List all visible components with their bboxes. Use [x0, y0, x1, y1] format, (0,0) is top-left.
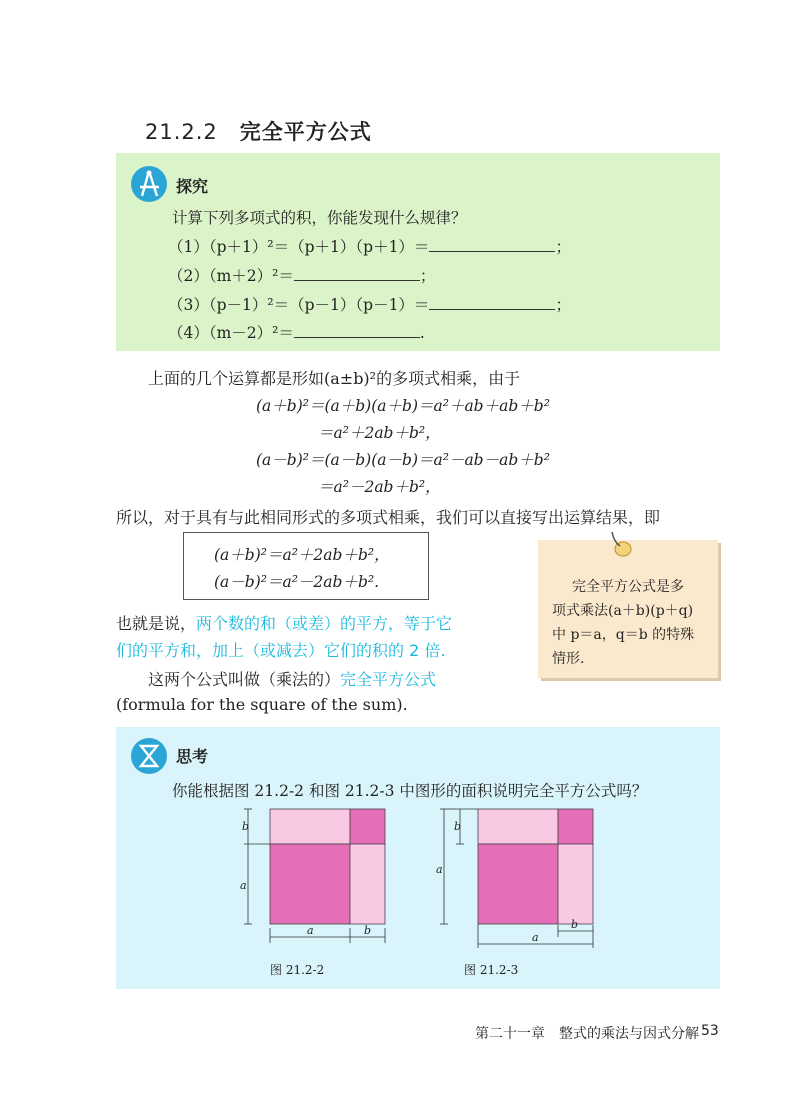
fig1-square-a: [270, 844, 350, 924]
conclusion-text: 所以，对于具有与此相同形式的多项式相乘，我们可以直接写出运算结果，即: [116, 508, 661, 527]
intro-text: 上面的几个运算都是形如(a±b)²的多项式相乘，由于: [148, 369, 521, 388]
explore-prompt: 计算下列多项式的积，你能发现什么规律？: [172, 209, 467, 227]
side-note: [538, 540, 718, 678]
fig1-rect-ab-right: [350, 844, 385, 924]
think-box: [116, 727, 720, 989]
fig1-caption: 图 21.2-2: [270, 963, 325, 977]
note-line-3: 中 p＝a，q＝b 的特殊: [552, 627, 695, 643]
fig1-label-a-vertical: a: [240, 879, 247, 892]
pushpin-icon: [606, 528, 636, 562]
derivation-line-4: ＝a²－2ab＋b²，: [318, 478, 441, 496]
think-label: 思考: [176, 747, 209, 766]
fig1-label-b-horizontal: b: [364, 924, 372, 937]
formula-box: [183, 532, 429, 600]
formula-diff: (a－b)²＝a²－2ab＋b².: [214, 573, 380, 591]
statement-line-1: 也就是说，两个数的和（或差）的平方，等于它: [116, 614, 453, 633]
explore-compass-icon: [130, 165, 168, 203]
figure-21-2-2: [234, 803, 394, 953]
note-line-4: 情形.: [552, 651, 585, 667]
fig2-label-b-vertical: b: [454, 820, 462, 833]
fig2-caption: 图 21.2-3: [464, 963, 519, 977]
fig2-square-b: [558, 809, 593, 844]
think-hourglass-icon: [130, 737, 168, 775]
explore-item-3: （3）（p－1）²＝（p－1）（p－1）＝ ；: [168, 296, 571, 314]
footer-chapter: 第二十一章 整式的乘法与因式分解: [475, 1026, 699, 1042]
fig2-label-b-horizontal: b: [571, 918, 579, 931]
derivation-line-2: ＝a²＋2ab＋b²，: [318, 424, 441, 442]
explore-item-1: （1）（p＋1）²＝（p＋1）（p＋1）＝ ；: [168, 238, 571, 256]
think-prompt: 你能根据图 21.2-2 和图 21.2-3 中图形的面积说明完全平方公式吗？: [172, 782, 648, 800]
explore-item-2: （2）（m＋2）²＝ ；: [168, 267, 436, 285]
section-title: 完全平方公式: [239, 120, 372, 144]
naming-english: (formula for the square of the sum).: [116, 695, 408, 714]
statement-highlight-2: 们的平方和，加上（或减去）它们的积的 2 倍.: [116, 641, 446, 660]
note-line-2: 项式乘法(a＋b)(p＋q): [552, 603, 694, 619]
derivation-line-1: (a＋b)²＝(a＋b)(a＋b)＝a²＋ab＋ab＋b²: [256, 397, 550, 415]
section-heading: [145, 116, 372, 146]
fig1-square-b: [350, 809, 385, 844]
fig2-label-a-vertical: a: [436, 863, 443, 876]
fig2-rect-top: [478, 809, 558, 844]
explore-label: 探究: [176, 177, 209, 196]
term-highlight: 完全平方公式: [340, 670, 437, 689]
fig2-label-a-horizontal: a: [532, 931, 539, 944]
derivation-line-3: (a－b)²＝(a－b)(a－b)＝a²－ab－ab＋b²: [256, 451, 550, 469]
fig1-label-a-horizontal: a: [307, 924, 314, 937]
section-number: 21.2.2: [145, 120, 218, 144]
naming-line: 这两个公式叫做（乘法的）完全平方公式: [148, 670, 437, 689]
explore-box: [116, 153, 720, 351]
figure-21-2-3: [434, 803, 604, 953]
explore-item-4: （4）（m－2）²＝ .: [168, 324, 425, 342]
page-number: 53: [701, 1023, 719, 1039]
note-line-1: 完全平方公式是多: [572, 579, 684, 595]
fig1-rect-ab-top: [270, 809, 350, 844]
statement-highlight-1: 两个数的和（或差）的平方，等于它: [196, 614, 453, 633]
fig1-label-b-vertical: b: [242, 820, 250, 833]
fig2-rect-right: [558, 844, 593, 924]
formula-sum: (a＋b)²＝a²＋2ab＋b²，: [214, 546, 390, 564]
fig2-square-a-minus-b: [478, 844, 558, 924]
